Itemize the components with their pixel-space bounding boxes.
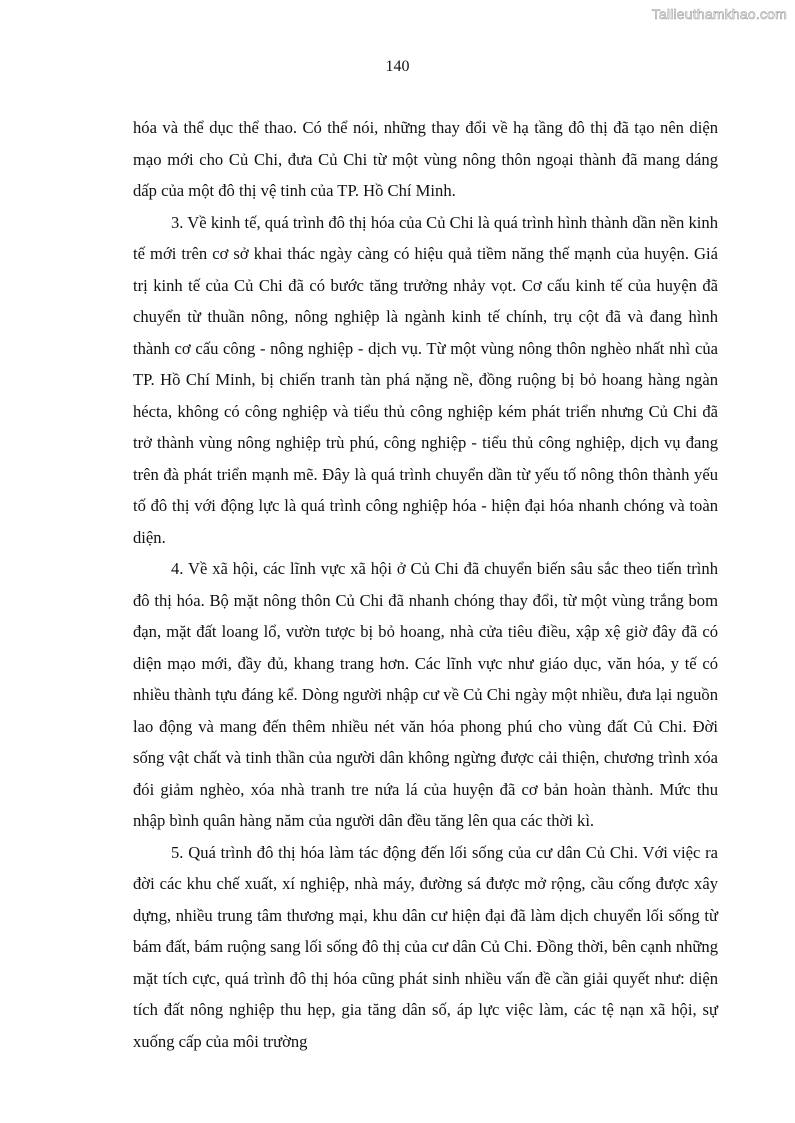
document-body (133, 112, 718, 1057)
page-number: 140 (385, 58, 410, 75)
paragraph-society: 4. Về xã hội, các lĩnh vực xã hội ở Củ Chi đã chuyển biến sâu sắc theo tiến trình đô thị hóa. Bộ mặt nông thôn Củ Chi đã nhanh chóng thay đổi, từ một vùng trắng bom đạn, mặt đất loang lổ, vườn tược bị bỏ hoang, nhà cửa tiêu điều, xập xệ giờ đây đã có diện mạo mới, đầy đủ, khang trang hơn. Các lĩnh vực như giáo dục, văn hóa, y tế có nhiều thành tựu đáng kể. Dòng người nhập cư về Củ Chi ngày một nhiều, đưa lại nguồn lao động và mang đến thêm nhiều nét văn hóa phong phú cho vùng đất Củ Chi. Đời sống vật chất và tinh thần của người dân không ngừng được cải thiện, chương trình xóa đói giảm nghèo, xóa nhà tranh tre nứa lá của huyện đã cơ bản hoàn thành. Mức thu nhập bình quân hàng năm của người dân đều tăng lên qua các thời kì. (133, 559, 718, 830)
paragraph-economy: 3. Về kinh tế, quá trình đô thị hóa của Củ Chi là quá trình hình thành dần nền kinh tế mới trên cơ sở khai thác ngày càng có hiệu quả tiềm năng thế mạnh của huyện. Giá trị kinh tế của Củ Chi đã có bước tăng trưởng nhảy vọt. Cơ cấu kinh tế của huyện đã chuyển từ thuần nông, nông nghiệp là ngành kinh tế chính, trụ cột đã và đang hình thành cơ cấu công - nông nghiệp - dịch vụ. Từ một vùng nông thôn nghèo nhất nhì của TP. Hồ Chí Minh, bị chiến tranh tàn phá nặng nề, đồng ruộng bị bỏ hoang hàng ngàn hécta, không có công nghiệp và tiểu thủ công nghiệp kém phát triển nhưng Củ Chi đã trở thành vùng nông nghiệp trù phú, công nghiệp - tiểu thủ công nghiệp, dịch vụ đang trên đà phát triển mạnh mẽ. Đây là quá trình chuyển dần từ yếu tố nông thôn thành yếu tố đô thị với động lực là quá trình công nghiệp hóa - hiện đại hóa nhanh chóng và toàn diện. (133, 212, 718, 547)
watermark: Tailieuthamkhao.com (651, 6, 787, 22)
paragraph-continuation: hóa và thể dục thể thao. Có thể nói, những thay đổi về hạ tầng đô thị đã tạo nên diện mạo mới cho Củ Chi, đưa Củ Chi từ một vùng nông thôn ngoại thành đã mang dáng dấp của một đô thị vệ tinh của TP. Hồ Chí Minh. (133, 118, 718, 200)
paragraph-lifestyle: 5. Quá trình đô thị hóa làm tác động đến lối sống của cư dân Củ Chi. Với việc ra đời các khu chế xuất, xí nghiệp, nhà máy, đường sá được mở rộng, cầu cống được xây dựng, nhiều trung tâm thương mại, khu dân cư hiện đại đã làm dịch chuyển lối sống từ bám đất, bám ruộng sang lối sống đô thị của cư dân Củ Chi. Đồng thời, bên cạnh những mặt tích cực, quá trình đô thị hóa cũng phát sinh nhiều vấn đề cần giải quyết như: diện tích đất nông nghiệp thu hẹp, gia tăng dân số, áp lực việc làm, các tệ nạn xã hội, sự xuống cấp của môi trường (133, 842, 718, 1051)
